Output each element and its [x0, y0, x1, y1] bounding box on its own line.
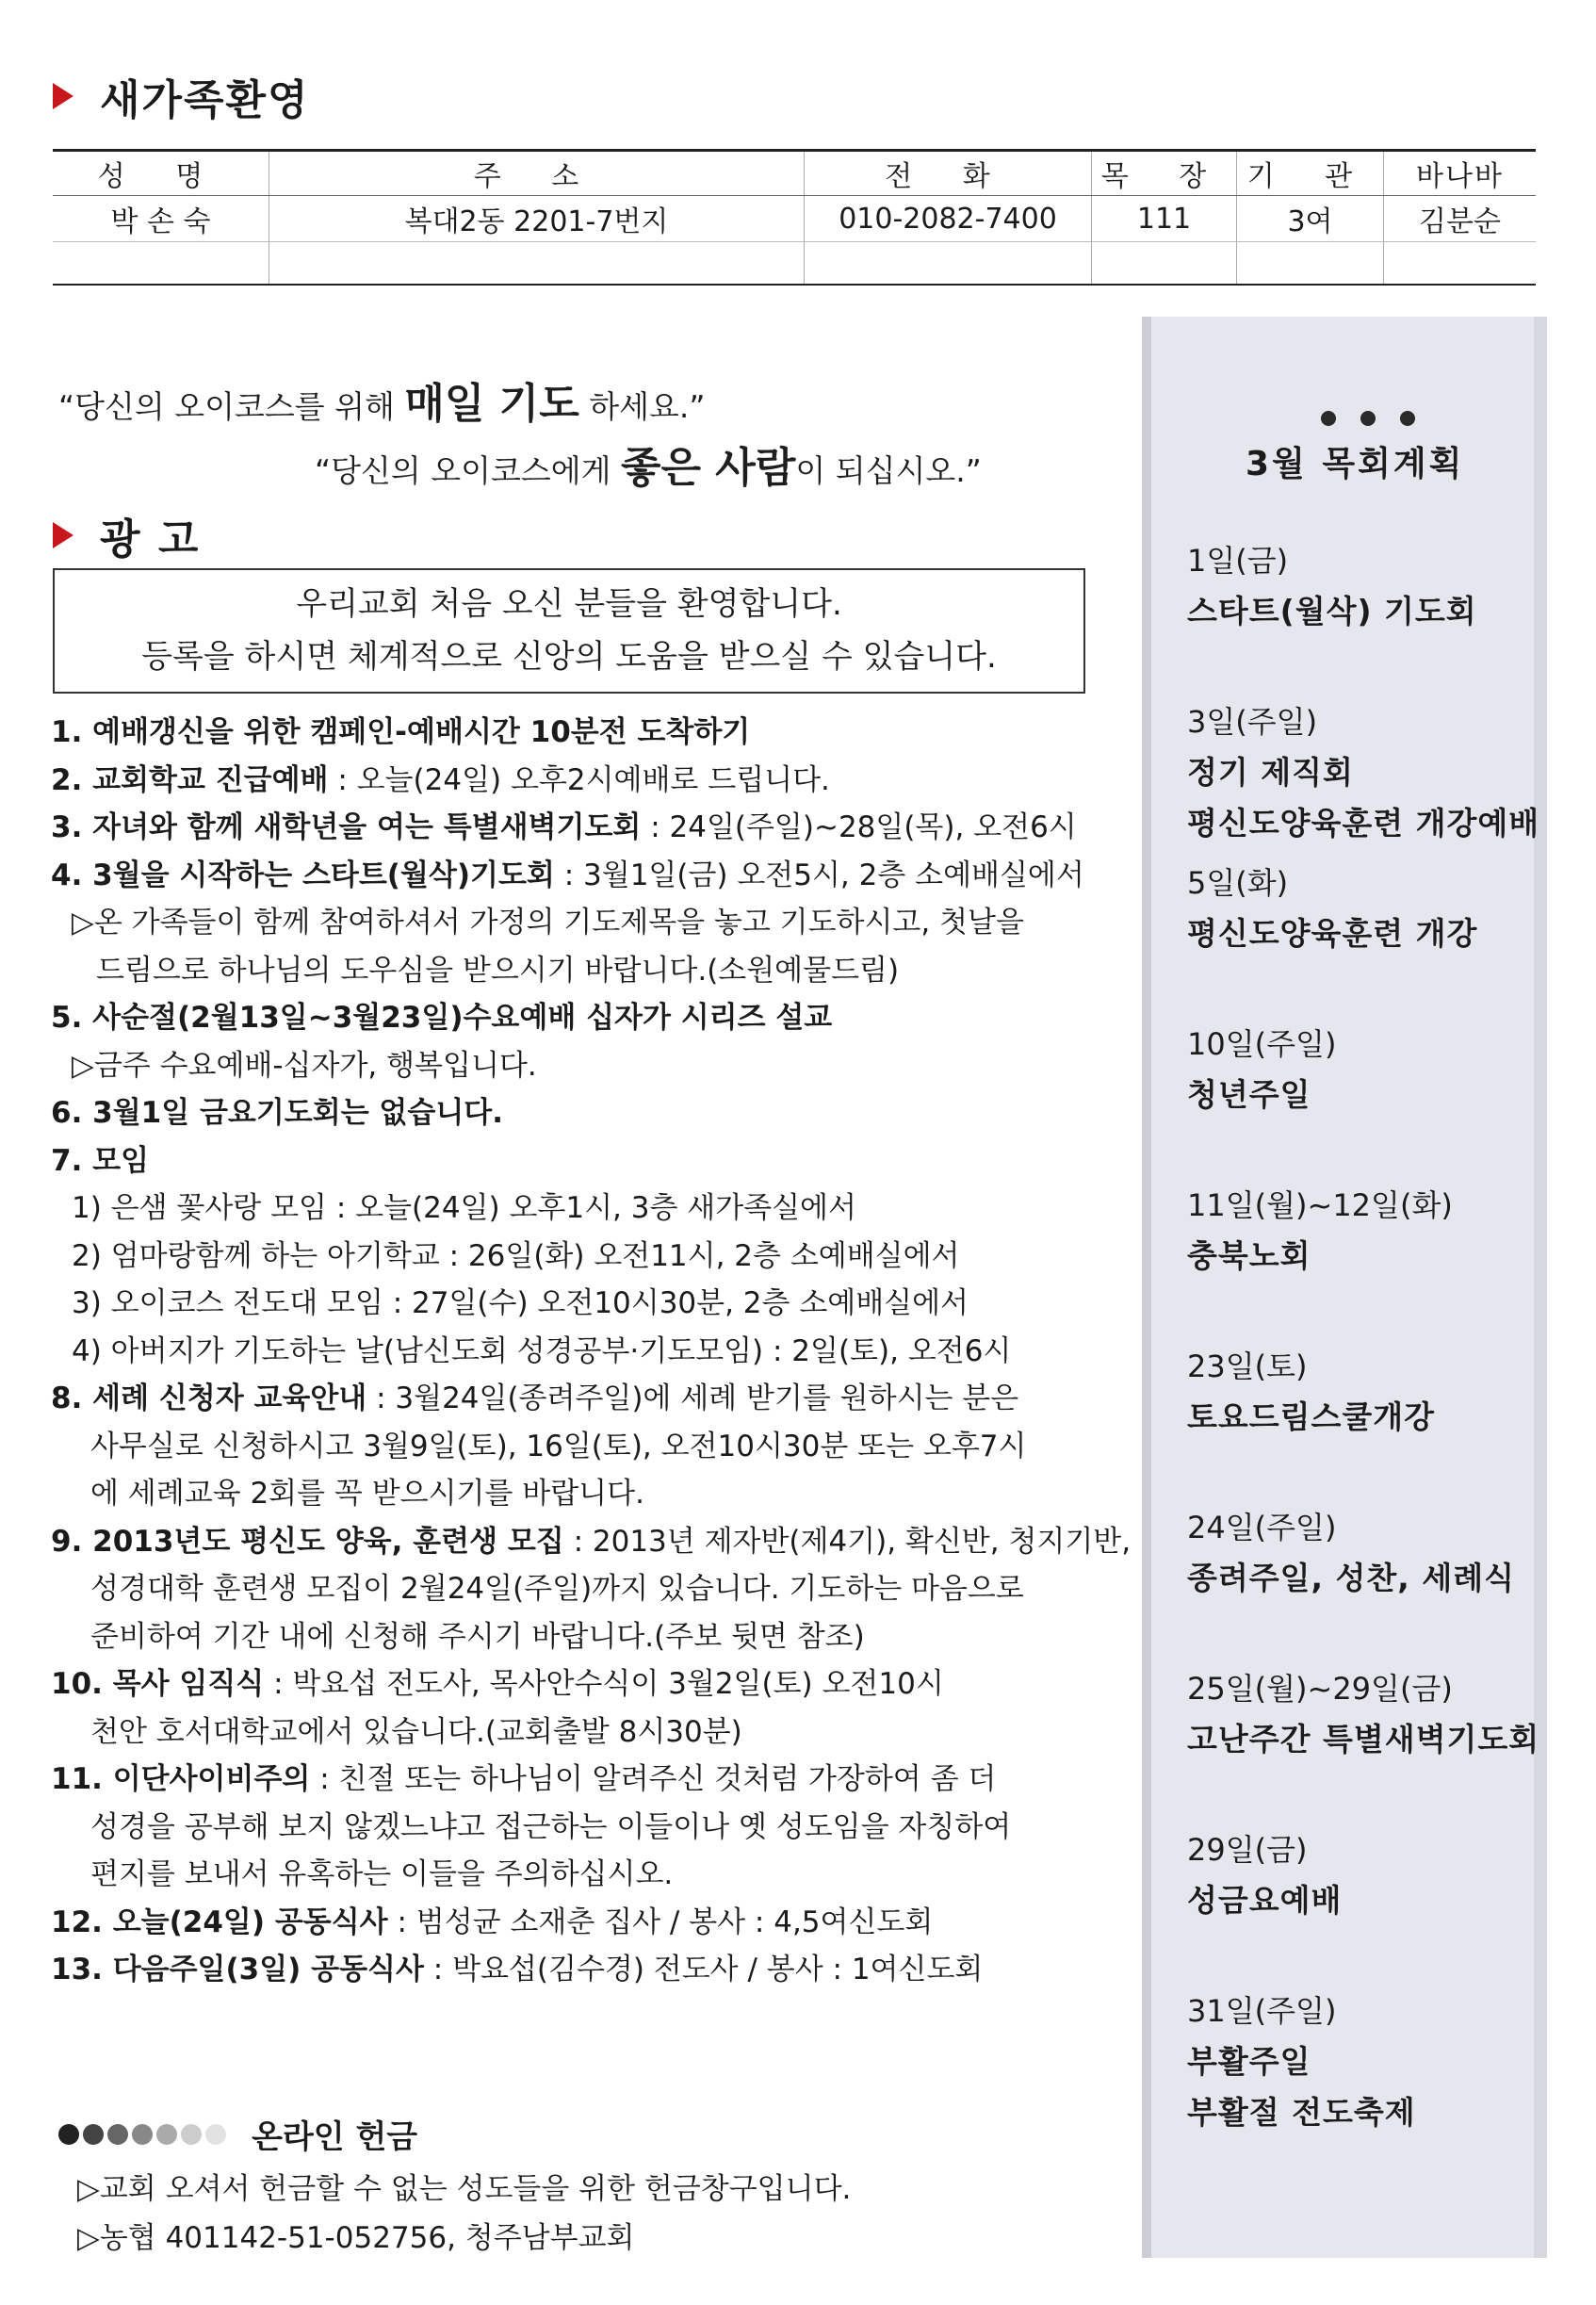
event-item	[1187, 1341, 1539, 1502]
announcement-item	[51, 1185, 1112, 1233]
quote-1-emphasis: 매일 기도	[404, 380, 579, 428]
cell-phone: 010-2082-7400	[805, 196, 1092, 241]
announcement-text: ▷금주 수요예배-십자가, 행복입니다.	[72, 1048, 537, 1083]
announcement-text: 1) 은샘 꽃사랑 모임 : 오늘(24일) 오후1시, 3층 새가족실에서	[72, 1191, 856, 1225]
event-date: 24일(주일)	[1187, 1510, 1337, 1545]
announcement-text: 천안 호서대학교에서 있습니다.(교회출발 8시30분)	[90, 1714, 742, 1749]
ads-heading	[53, 505, 200, 565]
event-title: 청년주일	[1187, 1076, 1311, 1113]
event-date: 3일(주일)	[1187, 704, 1318, 740]
new-family-heading	[53, 66, 310, 126]
cell-cell-group: 111	[1092, 196, 1237, 241]
triangle-bullet-icon	[53, 522, 73, 548]
announcement-item	[51, 852, 1112, 900]
announcement-text: 3) 오이코스 전도대 모임 : 27일(수) 오전10시30분, 2층 소예배실에서	[72, 1286, 969, 1320]
empty-cell	[1092, 242, 1237, 284]
announcement-bold: 10. 목사 임직식	[51, 1667, 265, 1701]
table-header-row	[53, 152, 1536, 196]
announcement-item	[51, 1660, 1112, 1708]
event-item	[1187, 1986, 1539, 2147]
event-item	[1187, 1824, 1539, 1986]
event-item	[1187, 1019, 1539, 1180]
announcement-item	[51, 1613, 1112, 1661]
triangle-bullet-icon	[53, 83, 73, 109]
online-line-1: ▷교회 오셔서 헌금할 수 없는 성도들을 위한 헌금창구입니다.	[77, 2172, 852, 2206]
table-row-empty	[53, 241, 1536, 284]
cell-barnabas: 김분순	[1419, 205, 1501, 238]
quote-2-end: 이 되십시오.”	[795, 452, 982, 489]
event-item	[1187, 696, 1539, 858]
empty-cell	[805, 242, 1092, 284]
quote-1-text: “당신의 오이코스를 위해	[58, 388, 405, 425]
announcement-bold: 1. 예배갱신을 위한 캠페인-예배시간 10분전 도착하기	[51, 715, 751, 749]
quote-2-text: “당신의 오이코스에게	[315, 452, 621, 489]
announcement-item	[51, 1899, 1112, 1947]
event-title: 종려주일, 성찬, 세례식	[1187, 1560, 1515, 1596]
event-item	[1187, 1180, 1539, 1341]
announcement-text: 에 세례교육 2회를 꼭 받으시기를 바랍니다.	[90, 1477, 644, 1511]
announcement-item	[51, 1804, 1112, 1852]
announcement-item	[51, 994, 1112, 1042]
quote-line-1	[58, 369, 705, 430]
announcement-item	[51, 1851, 1112, 1899]
event-date: 23일(토)	[1187, 1349, 1308, 1384]
cell-organization: 3여	[1237, 196, 1384, 241]
announcement-item	[51, 1708, 1112, 1757]
event-date: 10일(주일)	[1187, 1026, 1337, 1062]
announcement-text: ▷온 가족들이 함께 참여하셔서 가정의 기도제목을 놓고 기도하시고, 첫날을	[72, 906, 1024, 940]
empty-cell	[1237, 242, 1384, 284]
announcement-item	[51, 1470, 1112, 1518]
event-item	[1187, 535, 1539, 696]
column-header-barnabas: 바나바	[1416, 160, 1504, 193]
event-title: 부활주일	[1187, 2043, 1311, 2080]
three-dots-icon	[1321, 411, 1415, 426]
online-line-2: ▷농협 401142-51-052756, 청주남부교회	[77, 2221, 635, 2255]
announcement-bold: 2. 교회학교 진급예배	[51, 762, 329, 797]
announcement-text: 2) 엄마랑함께 하는 아기학교 : 26일(화) 오전11시, 2층 소예배실에서	[72, 1238, 960, 1273]
event-date: 1일(금)	[1187, 543, 1289, 579]
announcement-item	[51, 757, 1112, 805]
announcement-text: : 박요섭(김수경) 전도사 / 봉사 : 1여신도회	[423, 1953, 984, 1986]
cell-name: 박 손 숙	[53, 196, 269, 241]
announcement-text: 사무실로 신청하시고 3월9일(토), 16일(토), 오전10시30분 또는 오후7시	[90, 1429, 1027, 1463]
announcement-item	[51, 1280, 1112, 1328]
event-title: 정기 제직회	[1187, 754, 1354, 791]
announcement-text: : 친절 또는 하나님이 알려주신 것처럼 가장하여 좀 더	[310, 1762, 997, 1796]
announcement-text: 성경을 공부해 보지 않겠느냐고 접근하는 이들이나 옛 성도임을 자칭하여	[90, 1809, 1012, 1844]
event-date: 11일(월)~12일(화)	[1187, 1187, 1453, 1223]
announcement-text: : 범성균 소재춘 집사 / 봉사 : 4,5여신도회	[387, 1904, 934, 1939]
sidebar-title: 3월 목회계획	[1246, 445, 1465, 483]
announcement-item	[51, 804, 1112, 852]
event-date: 31일(주일)	[1187, 1993, 1337, 2029]
march-plan-sidebar	[1142, 317, 1547, 2258]
announcement-text: : 오늘(24일) 오후2시예배로 드립니다.	[328, 762, 830, 797]
event-item	[1187, 1502, 1539, 1663]
empty-cell	[269, 242, 805, 284]
announcement-item	[51, 899, 1112, 947]
event-date: 29일(금)	[1187, 1832, 1308, 1868]
quote-line-2	[315, 433, 982, 494]
online-offering-title: 온라인 헌금	[252, 2118, 418, 2156]
table-row	[53, 196, 1536, 241]
announcement-text: : 2013년 제자반(제4기), 확신반, 청지기반,	[563, 1524, 1132, 1559]
column-header-phone: 전 화	[805, 152, 1092, 195]
announcement-item	[51, 1756, 1112, 1804]
event-list	[1187, 535, 1539, 2147]
event-title: 부활절 전도축제	[1187, 2094, 1416, 2131]
announcement-text: 4) 아버지가 기도하는 날(남신도회 성경공부·기도모임) : 2일(토), 오전6시	[72, 1333, 1012, 1368]
announcement-text: : 박요섭 전도사, 목사안수식이 3월2일(토) 오전10시	[264, 1667, 944, 1701]
welcome-box	[53, 568, 1085, 694]
announcement-bold: 12. 오늘(24일) 공동식사	[51, 1904, 388, 1939]
column-header-cell-group: 목 장	[1092, 152, 1237, 195]
welcome-line-2: 등록을 하시면 체계적으로 신앙의 도움을 받으실 수 있습니다.	[141, 638, 997, 676]
event-date: 5일(화)	[1187, 865, 1289, 901]
event-title: 성금요예배	[1187, 1882, 1343, 1919]
ads-title: 광 고	[100, 515, 201, 564]
event-title: 충북노회	[1187, 1237, 1311, 1274]
quote-2-emphasis: 좋은 사람	[620, 444, 796, 492]
announcement-item	[51, 1233, 1112, 1281]
column-header-organization: 기 관	[1237, 152, 1384, 195]
event-item	[1187, 858, 1539, 1019]
announcement-text: : 3월24일(종려주일)에 세례 받기를 원하시는 분은	[366, 1381, 1019, 1415]
announcement-item	[51, 1089, 1112, 1137]
announcement-item	[51, 1946, 1112, 1994]
column-header-address: 주 소	[269, 152, 805, 195]
announcement-bold: 5. 사순절(2월13일~3월23일)수요예배 십자가 시리즈 설교	[51, 1001, 833, 1035]
announcement-item	[51, 1137, 1112, 1185]
announcement-text: 편지를 보내서 유혹하는 이들을 주의하십시오.	[90, 1857, 674, 1891]
welcome-line-1: 우리교회 처음 오신 분들을 환영합니다.	[296, 585, 842, 623]
announcement-bold: 4. 3월을 시작하는 스타트(월삭)기도회	[51, 858, 555, 892]
announcement-item	[51, 1518, 1132, 1566]
announcement-item	[51, 1423, 1112, 1471]
announcement-text: 준비하여 기간 내에 신청해 주시기 바랍니다.(주보 뒷면 참조)	[90, 1619, 865, 1654]
event-title: 스타트(월삭) 기도회	[1187, 593, 1477, 629]
new-family-title: 새가족환영	[100, 76, 310, 124]
announcement-item	[51, 709, 1112, 757]
announcement-bold: 3. 자녀와 함께 새학년을 여는 특별새벽기도회	[51, 810, 642, 844]
cell-address: 복대2동 2201-7번지	[269, 196, 805, 241]
table-bottom-rule	[53, 284, 1536, 286]
announcement-list	[51, 709, 1132, 1994]
event-title: 토요드림스쿨개강	[1187, 1398, 1436, 1435]
announcement-item	[51, 947, 1112, 995]
event-title: 고난주간 특별새벽기도회	[1187, 1721, 1540, 1757]
event-item	[1187, 1663, 1539, 1824]
announcement-item	[51, 1375, 1112, 1423]
empty-cell	[1384, 242, 1536, 284]
dots-bullet-icon	[58, 2124, 230, 2145]
quote-1-end: 하세요.”	[578, 388, 706, 425]
announcement-text: : 24일(주일)~28일(목), 오전6시	[641, 810, 1077, 844]
announcement-bold: 8. 세례 신청자 교육안내	[51, 1381, 367, 1415]
announcement-item	[51, 1565, 1112, 1613]
column-header-name: 성 명	[53, 152, 269, 195]
event-title: 평신도양육훈련 개강	[1187, 915, 1478, 952]
announcement-item	[51, 1328, 1112, 1376]
announcement-text: : 3월1일(금) 오전5시, 2층 소예배실에서	[554, 858, 1084, 892]
announcement-bold: 13. 다음주일(3일) 공동식사	[51, 1953, 424, 1986]
empty-cell	[53, 242, 269, 284]
announcement-item	[51, 1042, 1112, 1090]
announcement-text: 드림으로 하나님의 도우심을 받으시기 바랍니다.(소원예물드림)	[96, 953, 900, 988]
announcement-bold: 7. 모임	[51, 1143, 150, 1178]
new-family-table	[53, 149, 1536, 286]
event-title: 평신도양육훈련 개강예배	[1187, 805, 1540, 842]
event-date: 25일(월)~29일(금)	[1187, 1671, 1453, 1707]
online-offering	[58, 2111, 851, 2263]
announcement-text: 성경대학 훈련생 모집이 2월24일(주일)까지 있습니다. 기도하는 마음으로	[90, 1572, 1024, 1606]
announcement-bold: 9. 2013년도 평신도 양육, 훈련생 모집	[51, 1524, 564, 1559]
announcement-bold: 11. 이단사이비주의	[51, 1762, 311, 1796]
announcement-bold: 6. 3월1일 금요기도회는 없습니다.	[51, 1096, 503, 1130]
